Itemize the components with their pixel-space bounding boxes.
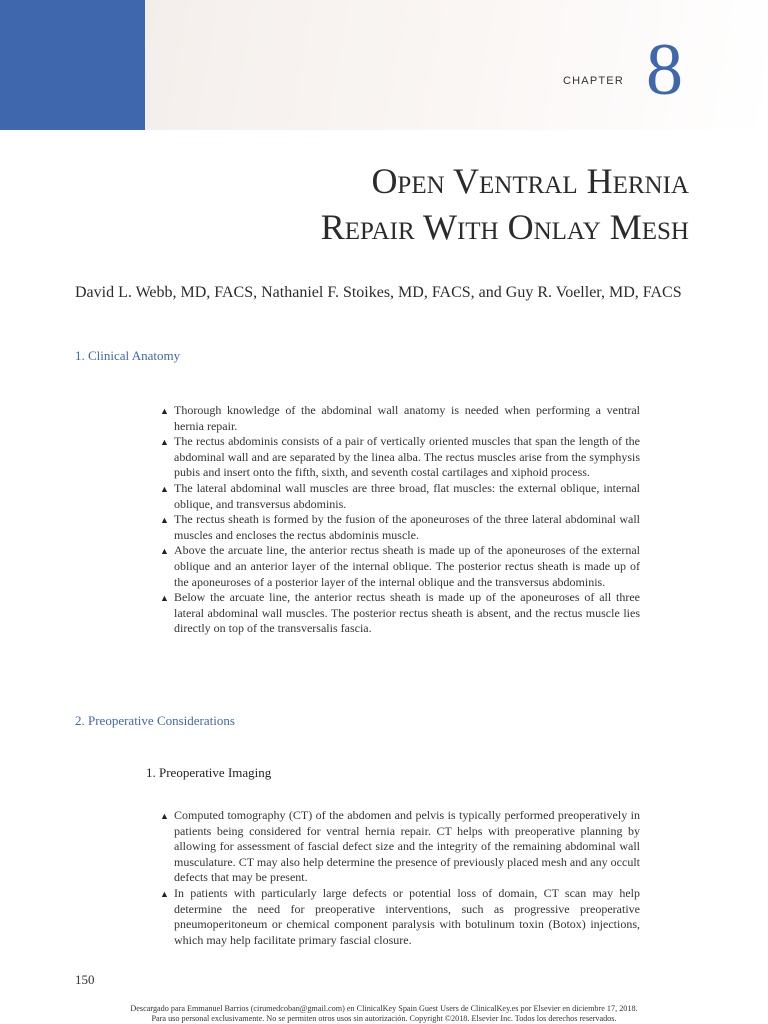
download-footer <box>100 1004 668 1024</box>
triangle-bullet-icon: ▲ <box>160 406 169 416</box>
triangle-bullet-icon: ▲ <box>160 811 169 821</box>
chapter-title <box>321 158 689 250</box>
bullet-text: The rectus sheath is formed by the fusion of the aponeuroses of the three lateral abdominal wall muscles and encloses the rectus abdominis muscle. <box>174 512 640 542</box>
chapter-label: CHAPTER <box>563 75 624 87</box>
chapter-color-block <box>0 0 145 130</box>
section-heading-clinical-anatomy: 1. Clinical Anatomy <box>75 348 181 363</box>
section-heading-preoperative-considerations: 2. Preoperative Considerations <box>75 713 235 728</box>
bullet-text: In patients with particularly large defects or potential loss of domain, CT scan may help determine the need for preoperative interventions, such as progressive preoperative pneumoperitoneum or chemical component paralysis with botulinum toxin (Botox) injections, which may help facilitate primary fascial closure. <box>174 885 640 947</box>
footer-line-2: Para uso personal exclusivamente. No se permiten otros usos sin autorización. Copyright ©2018. Elsevier Inc. Todos los derechos reservados. <box>151 1014 617 1023</box>
list-item <box>160 886 640 948</box>
bullet-text: Thorough knowledge of the abdominal wall anatomy is needed when performing a ventral hernia repair. <box>174 403 640 433</box>
list-item <box>160 481 640 512</box>
bullet-text: Above the arcuate line, the anterior rectus sheath is made up of the aponeuroses of the external oblique and an anterior layer of the internal oblique. The posterior rectus sheath is made up of the aponeuroses of a posterior layer of the internal oblique and the transversus abdominis. <box>174 543 640 589</box>
triangle-bullet-icon: ▲ <box>160 593 169 604</box>
list-item <box>160 543 640 590</box>
clinical-anatomy-bullet-list <box>160 403 640 637</box>
chapter-number: 8 <box>646 29 683 111</box>
triangle-bullet-icon: ▲ <box>160 483 169 494</box>
list-item <box>160 590 640 637</box>
bullet-text: Computed tomography (CT) of the abdomen and pelvis is typically performed preoperatively in patients being considered for ventral hernia repair. CT helps with preoperative planning by allowing for assessment of fascial defect size and the integrity of the remaining abdominal wall musculature. CT may also help determine the presence of previously placed mesh and any occult defects that may be present. <box>174 808 640 885</box>
page-number: 150 <box>75 972 95 987</box>
author-list: David L. Webb, MD, FACS, Nathaniel F. Stoikes, MD, FACS, and Guy R. Voeller, MD, FACS <box>75 284 682 301</box>
triangle-bullet-icon: ▲ <box>160 437 169 448</box>
subsection-heading-preoperative-imaging: 1. Preoperative Imaging <box>146 765 272 780</box>
preoperative-imaging-bullet-list <box>160 808 640 948</box>
list-item <box>160 434 640 481</box>
triangle-bullet-icon: ▲ <box>160 515 169 526</box>
chapter-title-line-1: Open Ventral Hernia <box>371 161 689 201</box>
list-item <box>160 403 640 434</box>
footer-line-1: Descargado para Emmanuel Barrios (cirumedcoban@gmail.com) en ClinicalKey Spain Guest Users de ClinicalKey.es por Elsevier en diciembre 17, 2018. <box>130 1004 638 1013</box>
triangle-bullet-icon: ▲ <box>160 546 169 557</box>
bullet-text: The lateral abdominal wall muscles are three broad, flat muscles: the external oblique, internal oblique, and transversus abdominis. <box>174 480 640 511</box>
bullet-text: Below the arcuate line, the anterior rectus sheath is made up of the aponeuroses of all three lateral abdominal wall muscles. The posterior rectus sheath is absent, and the rectus muscle lies directly on top of the transversalis fascia. <box>174 590 640 636</box>
bullet-text: The rectus abdominis consists of a pair of vertically oriented muscles that span the length of the abdominal wall and are separated by the linea alba. The rectus muscles arise from the symphysis pubis and insert onto the fifth, sixth, and seventh costal cartilages and xiphoid process. <box>174 434 640 480</box>
list-item <box>160 512 640 543</box>
list-item <box>160 808 640 886</box>
triangle-bullet-icon: ▲ <box>160 888 169 899</box>
chapter-title-line-2: Repair With Onlay Mesh <box>320 207 689 247</box>
